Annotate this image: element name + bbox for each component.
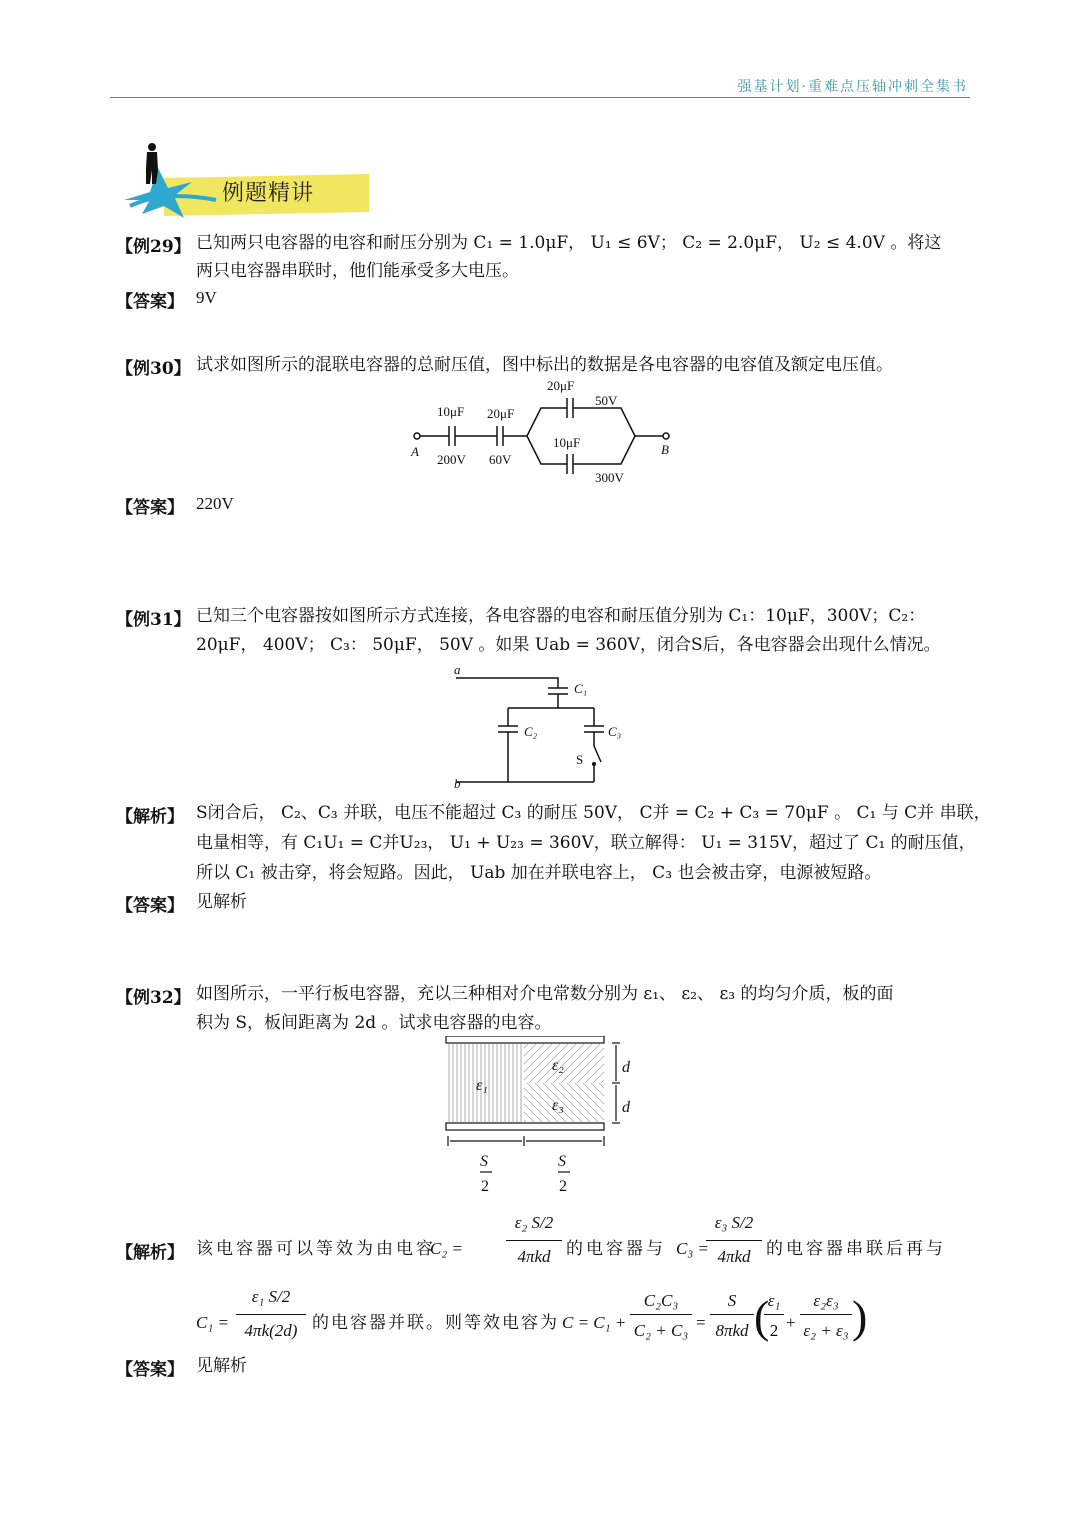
epsilon1-label: ε₁ [476, 1077, 488, 1094]
node-b-label: b [454, 776, 461, 791]
ceq3-b-den: ε₂ + ε₃ [803, 1321, 849, 1340]
ex31-analysis1: S闭合后， C₂、C₃ 并联，电压不能超过 C₃ 的耐压 50V， C并 = C₂ + C₃ = 70μF 。 C₁ 与 C并 串联， [196, 803, 991, 823]
ex32-analysis2-a: 的电容器并联。则等效电容为 [312, 1313, 559, 1333]
ceq3-b-num: ε₂ε₃ [813, 1291, 839, 1310]
c2-cap-label: 20μF [487, 406, 515, 421]
ex31-line1: 已知三个电容器按如图所示方式连接，各电容器的电容和耐压值分别为 C₁：10μF，300V；C₂： [196, 606, 926, 626]
s-den-left: 2 [481, 1178, 489, 1195]
c2-label: C₂ [524, 724, 538, 739]
ex30-line1: 试求如图所示的混联电容器的总耐压值，图中标出的数据是各电容器的电容值及额定电压值。 [196, 355, 893, 375]
epsilon3-label: ε₃ [552, 1097, 564, 1114]
right-paren: ) [852, 1291, 868, 1342]
c3-lhs: C₃ = [676, 1239, 709, 1258]
ex32-analysis1-c: 的电容器串联后再与 [766, 1239, 946, 1259]
ex30-answer: 220V [196, 494, 234, 513]
c1-den: 4πk(2d) [244, 1321, 298, 1340]
c1-lhs: C₁ = [196, 1313, 229, 1332]
ex32-analysis1-a: 该电容器可以等效为由电容 [196, 1239, 436, 1259]
c3-volt-label: 50V [595, 393, 618, 408]
ex29-answer: 9V [196, 288, 217, 307]
ex31-analysis-tag: 【解析】 [116, 807, 184, 827]
ceq-num: C₂C₃ [643, 1291, 679, 1310]
c3-den: 4πkd [717, 1247, 751, 1266]
ex32-answer-tag: 【答案】 [116, 1360, 184, 1380]
ex29-line2: 两只电容器串联时，他们能承受多大电压。 [196, 261, 519, 281]
d-top-label: d [622, 1059, 630, 1076]
left-paren: ( [754, 1291, 770, 1342]
runner-icon [146, 143, 158, 184]
ceq2-den: 8πkd [715, 1321, 749, 1340]
s-num-right: S [558, 1153, 566, 1170]
node-b-label: B [661, 442, 669, 457]
banner-label: 例题精讲 [222, 181, 315, 206]
ex31-analysis2: 电量相等，有 C₁U₁ = C并U₂₃， U₁ + U₂₃ = 360V，联立解得： U₁ = 315V，超过了 C₁ 的耐压值， [196, 833, 976, 853]
ex29-answer-tag: 【答案】 [116, 292, 184, 312]
ceq3-a-num: ε₁ [767, 1291, 781, 1310]
ceq-den: C₂ + C₃ [633, 1321, 689, 1340]
c1-num: ε₁ S/2 [251, 1287, 291, 1306]
ex31-answer-tag: 【答案】 [116, 896, 184, 916]
c2-lhs: C₂ = [430, 1239, 463, 1258]
ex31-analysis3: 所以 C₁ 被击穿，将会短路。因此， Uab 加在并联电容上， C₃ 也会被击穿，电源被短路。 [196, 863, 882, 883]
c1-label: C₁ [574, 681, 588, 696]
ceq3-plus: + [786, 1313, 796, 1332]
ex32-answer: 见解析 [196, 1356, 247, 1376]
c1-cap-label: 10μF [437, 404, 465, 419]
s-den-right: 2 [559, 1178, 567, 1195]
c1-volt-label: 200V [437, 452, 466, 467]
ex32-line2: 积为 S，板间距离为 2d 。试求电容器的电容。 [196, 1013, 552, 1033]
epsilon2-label: ε₂ [552, 1057, 564, 1074]
ex31-tag: 【例31】 [116, 610, 191, 630]
ceq-lhs: C = C₁ + [562, 1313, 627, 1332]
ex31-circuit-diagram [450, 660, 640, 795]
ceq2-num: S [727, 1291, 737, 1310]
node-a-label: a [454, 662, 461, 677]
running-header: 强基计划·重难点压轴冲刺全集书 [737, 79, 968, 95]
ex31-line2: 20μF， 400V； C₃： 50μF， 50V 。如果 Uab = 360V，闭合S后，各电容器会出现什么情况。 [196, 635, 941, 655]
ex32-analysis1-b: 的电容器与 [566, 1239, 666, 1259]
c3-num: ε₃ S/2 [714, 1213, 754, 1232]
ceq3-a-den: 2 [769, 1321, 779, 1340]
ex29-tag: 【例29】 [116, 237, 191, 257]
c3-cap-label: 20μF [547, 378, 575, 393]
ex30-circuit-diagram [405, 376, 685, 488]
ex30-answer-tag: 【答案】 [116, 498, 184, 518]
ceq-equals: = [696, 1313, 706, 1332]
c2-num: ε₂ S/2 [514, 1213, 554, 1232]
d-bottom-label: d [622, 1099, 630, 1116]
ex30-tag: 【例30】 [116, 359, 191, 379]
ex32-capacitor-diagram [440, 1036, 640, 1198]
switch-label: S [576, 752, 584, 767]
c4-cap-label: 10μF [553, 435, 581, 450]
ex32-analysis-tag: 【解析】 [116, 1243, 184, 1263]
ex29-line1: 已知两只电容器的电容和耐压分别为 C₁ = 1.0μF， U₁ ≤ 6V； C₂ = 2.0μF， U₂ ≤ 4.0V 。将这 [196, 233, 942, 253]
ex32-tag: 【例32】 [116, 988, 191, 1008]
node-a-label: A [411, 444, 419, 459]
header-rule [110, 97, 970, 98]
c2-den: 4πkd [517, 1247, 551, 1266]
s-num-left: S [480, 1153, 488, 1170]
ex32-line1: 如图所示，一平行板电容器，充以三种相对介电常数分别为 ε₁、 ε₂、 ε₃ 的均匀介质，板的面 [196, 984, 894, 1004]
c4-volt-label: 300V [595, 470, 624, 485]
c3-label: C₃ [608, 724, 622, 739]
c2-volt-label: 60V [489, 452, 512, 467]
ex31-answer: 见解析 [196, 892, 247, 912]
